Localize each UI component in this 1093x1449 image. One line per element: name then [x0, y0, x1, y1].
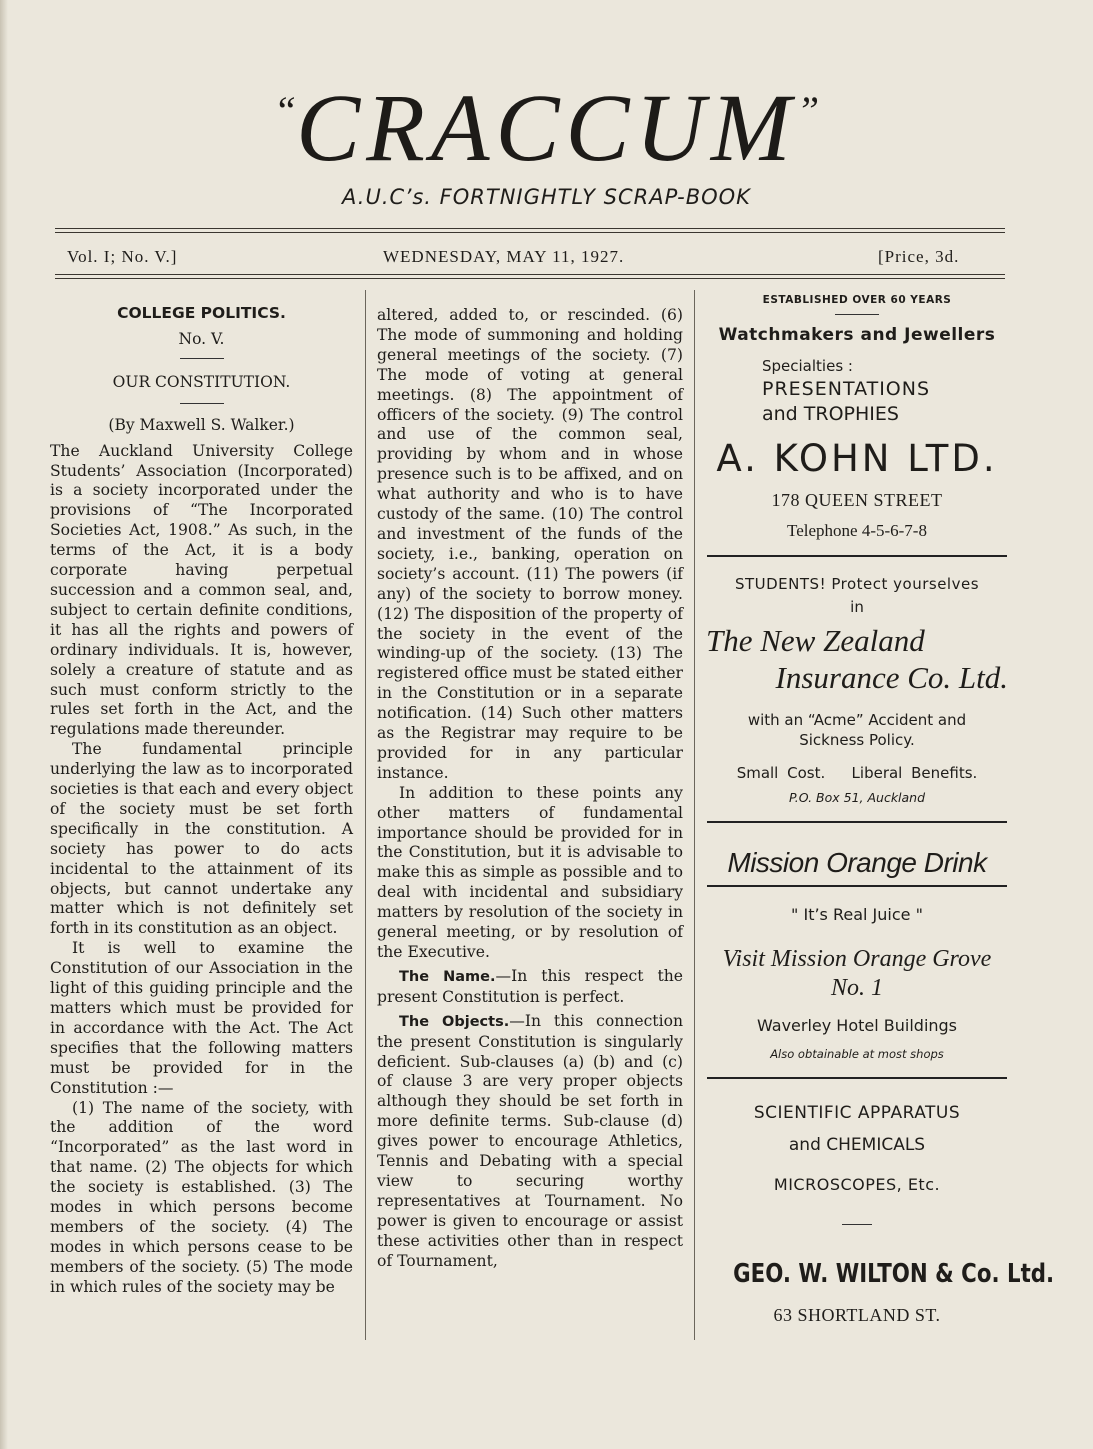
mission-location: Waverley Hotel Buildings: [756, 1016, 958, 1036]
page-edge: [0, 0, 8, 1449]
article-column-1: [50, 290, 353, 1298]
objects-label: The Objects.: [399, 1013, 510, 1030]
title-text: CRACCUM: [296, 74, 797, 181]
masthead-title: [0, 74, 1093, 181]
wilton-line-3: MICROSCOPES, Etc.: [773, 1175, 941, 1195]
paragraph: In addition to these points any other matters of fundamental importance should be provided for in the Constitution, but it is advisable to make this as simple as possible and to deal with incidental and subsidiary matters by resolution of the society in general meeting, or by resolution of the Executive.: [377, 783, 683, 961]
masthead-subtitle: A.U.C’s. FORTNIGHTLY SCRAP-BOOK: [342, 185, 751, 209]
kohn-name: A. KOHN LTD.: [716, 437, 998, 480]
top-rule: [55, 228, 1005, 229]
paragraph: The fundamental principle underlying the law as to incorporated societies is that each and every object of the society must be set forth specifically in the constitution. A society has power to do acts incidental to the attainment of its objects, but cannot undertake any matter which is not definitely set forth in its constitution as an object.: [50, 740, 353, 938]
name-label: The Name.: [399, 968, 496, 985]
mission-visit-1: Visit Mission Orange Grove: [722, 946, 992, 973]
insurance-cost: Small Cost.: [736, 764, 826, 783]
column-divider: [365, 290, 366, 1340]
kohn-trade: Watchmakers and Jewellers: [718, 325, 996, 345]
name-text: —In this respect the present Constitution is perfect.: [377, 966, 683, 1006]
article-column-2: [377, 290, 683, 1272]
ad-divider: [707, 821, 1007, 823]
ad-divider: [707, 1077, 1007, 1079]
insurance-benefits: Liberal Benefits.: [851, 764, 978, 783]
ad-divider: [707, 555, 1007, 557]
article-byline: (By Maxwell S. Walker.): [108, 415, 295, 434]
bottom-rule-inner: [55, 278, 1005, 279]
mission-note: Also obtainable at most shops: [770, 1047, 944, 1062]
wilton-line-1: SCIENTIFIC APPARATUS: [753, 1103, 961, 1124]
kohn-established: ESTABLISHED OVER 60 YEARS: [762, 294, 952, 306]
insurance-lead: STUDENTS! Protect yourselves: [734, 575, 980, 593]
insurance-policy: with an “Acme” Accident and Sickness Policy.: [747, 711, 967, 750]
paragraph: altered, added to, or rescinded. (6) The mode of summoning and holding general meetings of the society. (7) The mode of voting at general meetings. (8) The appointment of officers of the society. (9) The control and use of the common seal, providing by whom and in whose presence such is to be affixed, and on what authority and who is to have custody of the same. (10) The control and investment of the funds of the society, i.e., banking, operation on society’s account. (11) The powers (if any) of the society to borrow money. (12) The disposition of the property of the society in the event of the winding-up of the society. (13) The registered office must be stated either in the Constitution or in a separate notification. (14) Such other matters as the Registrar may require to be provided for in any particular instance.: [377, 306, 683, 782]
mission-slogan: " It’s Real Juice ": [791, 905, 923, 925]
section-title: COLLEGE POLITICS.: [117, 304, 286, 322]
wilton-address: 63 SHORTLAND ST.: [773, 1305, 941, 1326]
kohn-trophies: and TROPHIES: [762, 403, 899, 425]
article-headline: OUR CONSTITUTION.: [112, 372, 291, 391]
wilton-name: GEO. W. WILTON & Co. Ltd.: [733, 1259, 1055, 1290]
divider: [180, 358, 224, 359]
insurance-name-2: Insurance Co. Ltd.: [775, 660, 1008, 696]
insurance-name-1: The New Zealand: [706, 623, 925, 658]
top-rule-inner: [55, 232, 1005, 233]
volume-number: Vol. I; No. V.]: [67, 247, 178, 266]
insurance-in: in: [850, 598, 864, 616]
advertisements: [706, 290, 1055, 1326]
mission-underline: [707, 885, 1007, 887]
open-quote: “: [273, 88, 297, 133]
bottom-rule: [55, 274, 1005, 275]
kohn-specialties: Specialties :: [762, 357, 853, 375]
column-divider: [694, 290, 695, 1340]
objects-text: —In this connection the present Constitution is singularly deficient. Sub-clauses (a) (b) and (c) of clause 3 are very proper objects although they should be set forth in more definite terms. Sub-clause (d) gives power to encourage Athletics, Tennis and Debating with a special view to securing worthy representatives at Tournament. No power is given to encourage or assist these activities other than in respect of Tournament,: [377, 1011, 683, 1270]
paragraph: The Auckland University College Students’ Association (Incorporated) is a society incorporated under the provisions of “The Incorporated Societies Act, 1908.” As such, in the terms of the Act, it is a body corporate having perpetual succession and a common seal, and, subject to certain definite conditions, it has all the rights and powers of ordinary individuals. It is, however, solely a creature of statute and as such must conform strictly to the rules set forth in the Act, and the regulations made thereunder.: [50, 441, 353, 739]
wilton-line-2: and CHEMICALS: [788, 1135, 926, 1156]
article-number: No. V.: [178, 329, 225, 348]
divider: [180, 403, 224, 404]
paragraph-name: [377, 967, 683, 1008]
mission-name: Mission Orange Drink: [727, 847, 987, 879]
issue-price: [Price, 3d.: [878, 247, 960, 266]
close-quote: ”: [796, 88, 820, 133]
divider: [835, 314, 879, 315]
kohn-phone: Telephone 4-5-6-7-8: [787, 521, 927, 540]
paragraph: (1) The name of the society, with the addition of the word “Incorporated” as the last word in that name. (2) The objects for which the society is established. (3) The modes in which persons become members of the society. (4) The modes in which persons cease to be members of the society. (5) The mode in which rules of the society may be: [50, 1098, 353, 1296]
kohn-presentations: PRESENTATIONS: [762, 378, 931, 400]
paragraph-objects: [377, 1012, 683, 1272]
kohn-address: 178 QUEEN STREET: [771, 490, 943, 510]
insurance-po-box: P.O. Box 51, Auckland: [788, 790, 926, 806]
paragraph: It is well to examine the Constitution of our Association in the light of this guiding principle and the matters which must be provided for in accordance with the Act. The Act specifies that the following matters must be provided for in the Constitution :—: [50, 939, 353, 1097]
issue-date: WEDNESDAY, MAY 11, 1927.: [383, 247, 625, 266]
mission-visit-2: No. 1: [830, 975, 883, 1002]
divider: [842, 1224, 872, 1225]
